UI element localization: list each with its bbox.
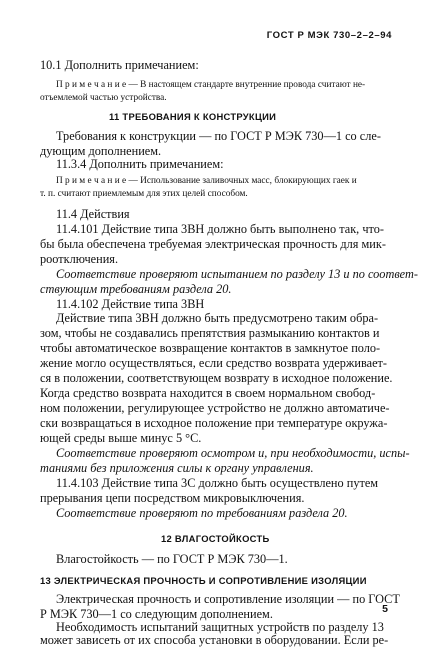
item-11-3-4: 11.3.4 Дополнить примечанием: bbox=[56, 157, 224, 171]
p-11-4-103-line1: 11.4.103 Действие типа 3С должно быть осуществлено путем bbox=[56, 476, 379, 490]
section-13-line4: может зависеть от их способа установки в оборудовании. Если ре- bbox=[40, 633, 389, 647]
item-11-4-102: 11.4.102 Действие типа 3ВН bbox=[56, 297, 205, 311]
section-12-text: Влагостойкость — по ГОСТ Р МЭК 730—1. bbox=[56, 552, 288, 566]
section-10-1-note-line1 bbox=[56, 80, 365, 90]
p-11-4-102-line: чтобы автоматическое возвращение контактов в замкнутое поло- bbox=[40, 341, 381, 355]
p-11-4-101-line2: бы была обеспечена требуемая электрическая прочность для мик- bbox=[40, 237, 386, 251]
section-11-intro-line2: дующим дополнением. bbox=[40, 144, 162, 158]
note-label: П р и м е ч а н и е bbox=[56, 176, 127, 186]
p-11-4-102-line: Действие типа 3ВН должно быть предусмотрено таким обра- bbox=[56, 311, 379, 325]
section-13-line3: Необходимость испытаний защитных устройств по разделу 13 bbox=[56, 620, 384, 634]
p-11-4-101-italic-line1: Соответствие проверяют испытанием по разделу 13 и по соответ- bbox=[56, 267, 418, 281]
p-11-4-102-line: ющей среды выше минус 5 °С. bbox=[40, 431, 202, 445]
p-11-4-102-line: Когда средство возврата находится в своем нормальном свобод- bbox=[40, 386, 376, 400]
p-11-4-101-line1: 11.4.101 Действие типа 3ВН должно быть выполнено так, что- bbox=[56, 222, 384, 236]
section-10-1-note-line2: отъемлемой частью устройства. bbox=[40, 93, 167, 103]
section-13-heading: 13 ЭЛЕКТРИЧЕСКАЯ ПРОЧНОСТЬ И СОПРОТИВЛЕНИЕ ИЗОЛЯЦИИ bbox=[40, 575, 367, 586]
section-11-intro-line1: Требования к конструкции — по ГОСТ Р МЭК 730—1 со сле- bbox=[56, 129, 381, 143]
section-10-1-title: 10.1 Дополнить примечанием: bbox=[40, 58, 199, 72]
page-number: 5 bbox=[382, 603, 388, 615]
section-13-line2: Р МЭК 730—1 со следующим дополнением. bbox=[40, 607, 273, 621]
p-11-4-102-line: зом, чтобы не создавались препятствия размыканию контактов и bbox=[40, 326, 380, 340]
p-11-4-101-italic-line2: ствующим требованиям раздела 20. bbox=[40, 282, 232, 296]
p-11-4-102-line: ном положении, регулирующее устройство не должно автоматиче- bbox=[40, 401, 390, 415]
p-11-4-102-italic-line2: таниями без приложения силы к органу управления. bbox=[40, 461, 314, 475]
p-11-4-102-line: ся в положении, соответствующем возврату в исходное положение. bbox=[40, 371, 393, 385]
document-header: ГОСТ Р МЭК 730–2–2–94 bbox=[266, 30, 392, 41]
section-12-heading: 12 ВЛАГОСТОЙКОСТЬ bbox=[161, 533, 270, 544]
p-11-4-102-line: жение могло осуществляться, если средство возврата удерживает- bbox=[40, 356, 388, 370]
note-text: — Использование заливочных масс, блокирующих гаек и bbox=[126, 176, 357, 186]
note-text: — В настоящем стандарте внутренние провода считают не- bbox=[126, 80, 366, 90]
section-13-line1: Электрическая прочность и сопротивление изоляции — по ГОСТ bbox=[56, 592, 400, 606]
section-11-note-line1 bbox=[56, 176, 357, 186]
item-11-4: 11.4 Действия bbox=[56, 207, 130, 221]
p-11-4-101-line3: роотключения. bbox=[40, 252, 119, 266]
p-11-4-102-line: ски возвращаться в исходное положение при температуре окружа- bbox=[40, 416, 388, 430]
p-11-4-103-italic: Соответствие проверяют по требованиям раздела 20. bbox=[56, 506, 348, 520]
section-11-heading: 11 ТРЕБОВАНИЯ К КОНСТРУКЦИИ bbox=[109, 111, 277, 122]
note-label: П р и м е ч а н и е bbox=[56, 80, 127, 90]
section-11-note-line2: т. п. считают приемлемым для этих целей способом. bbox=[40, 189, 248, 199]
p-11-4-103-line2: прерывания цепи посредством микровыключения. bbox=[40, 491, 305, 505]
p-11-4-102-italic-line1: Соответствие проверяют осмотром и, при необходимости, испы- bbox=[56, 446, 410, 460]
